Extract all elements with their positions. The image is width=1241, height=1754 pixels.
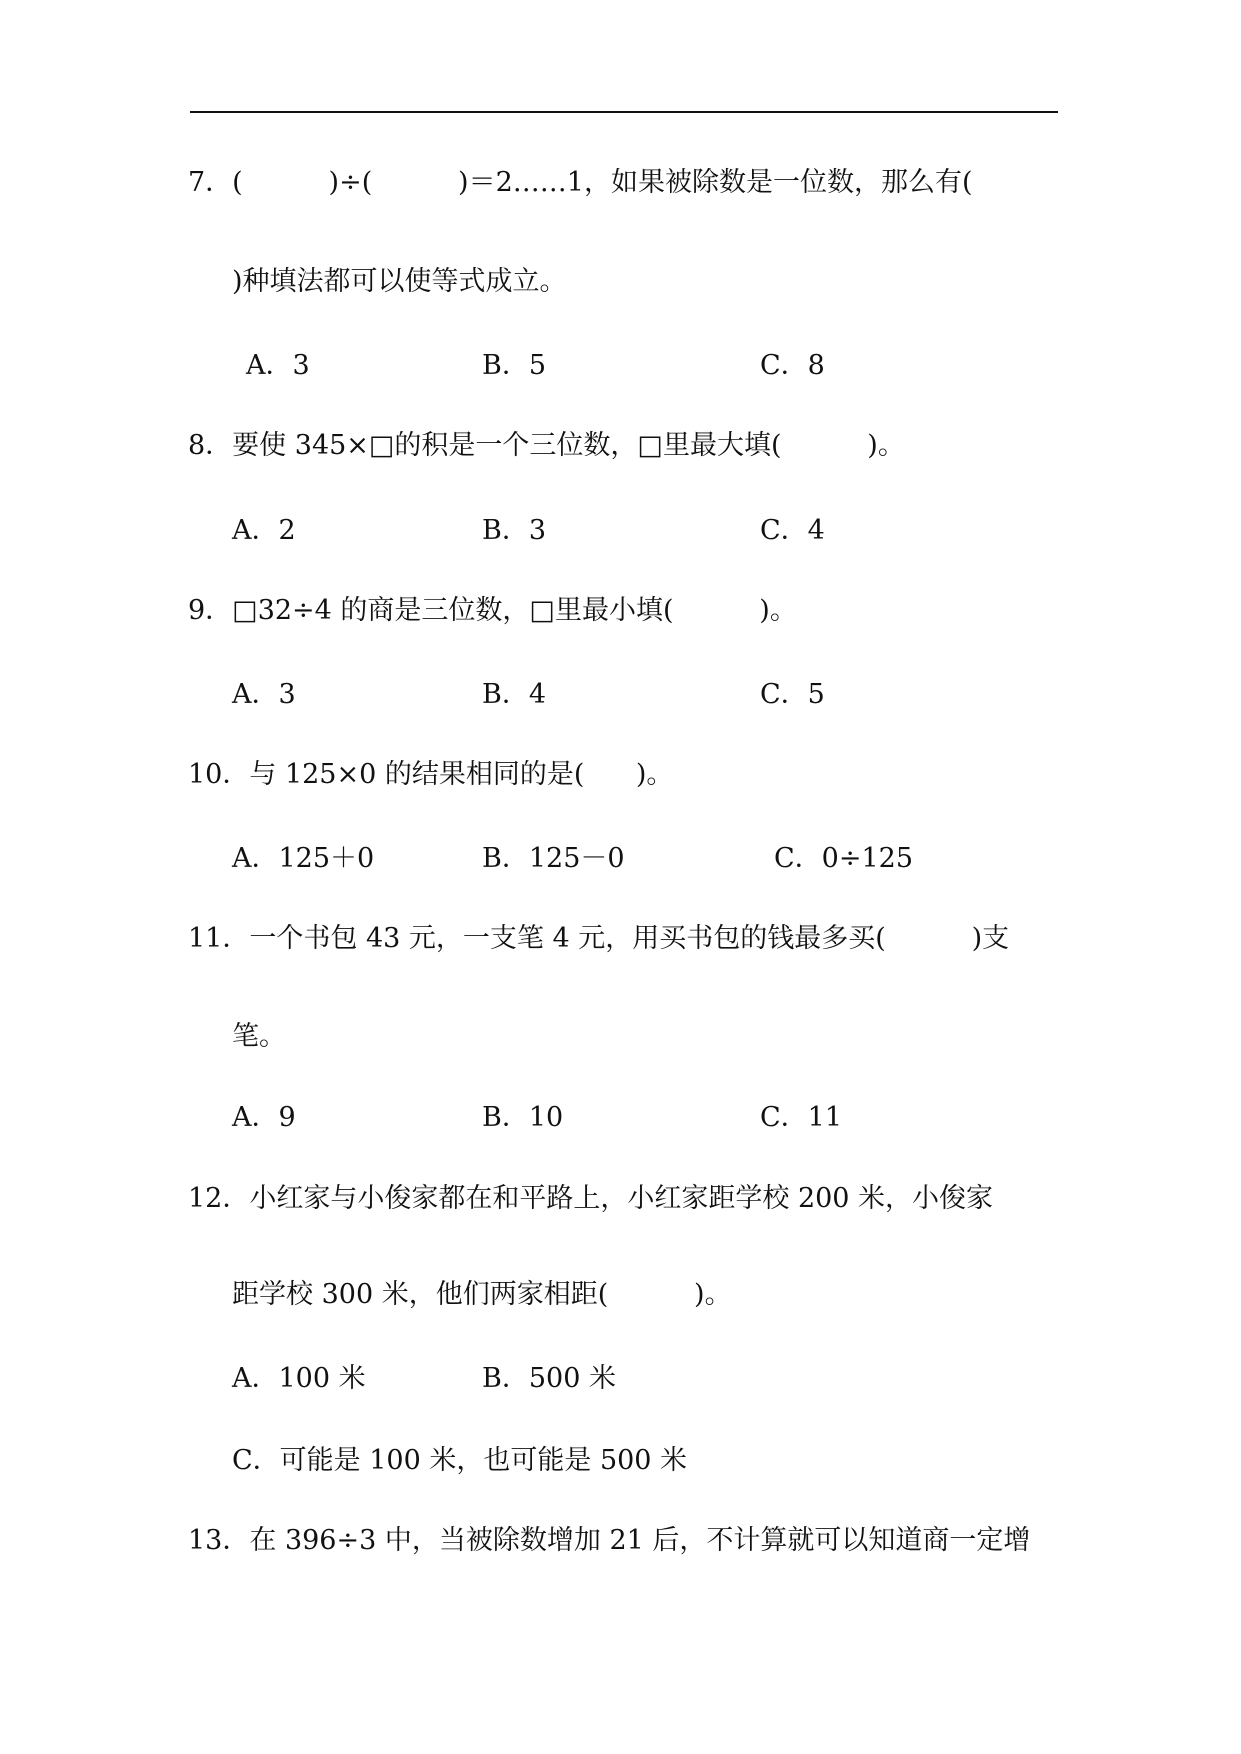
question-11-text-cont: 笔。 xyxy=(232,1021,286,1052)
question-11-option-b[interactable]: B．10 xyxy=(482,1102,564,1133)
question-8-option-c[interactable]: C．4 xyxy=(760,515,825,546)
question-11-option-c[interactable]: C．11 xyxy=(760,1102,843,1133)
question-12-option-a[interactable]: A．100 米 xyxy=(232,1363,366,1394)
question-9-option-b[interactable]: B．4 xyxy=(482,679,547,710)
question-10-option-a[interactable]: A．125＋0 xyxy=(232,843,375,874)
question-10-text: 10．与 125×0 的结果相同的是( )。 xyxy=(188,759,674,790)
header-rule xyxy=(190,111,1058,113)
question-9-option-a[interactable]: A．3 xyxy=(232,679,296,710)
question-7-option-c[interactable]: C．8 xyxy=(760,350,825,381)
question-12-option-c[interactable]: C．可能是 100 米，也可能是 500 米 xyxy=(232,1445,688,1476)
question-8-option-a[interactable]: A．2 xyxy=(232,515,296,546)
question-9-option-c[interactable]: C．5 xyxy=(760,679,825,710)
question-12-option-b[interactable]: B．500 米 xyxy=(482,1363,616,1394)
question-8-text: 8．要使 345×□的积是一个三位数，□里最大填( )。 xyxy=(188,430,905,461)
question-11-text: 11．一个书包 43 元，一支笔 4 元，用买书包的钱最多买( )支 xyxy=(188,923,1010,954)
question-10-option-c[interactable]: C．0÷125 xyxy=(774,843,913,874)
question-11-option-a[interactable]: A．9 xyxy=(232,1102,296,1133)
question-12-text: 12．小红家与小俊家都在和平路上，小红家距学校 200 米，小俊家 xyxy=(188,1183,994,1214)
question-8-option-b[interactable]: B．3 xyxy=(482,515,547,546)
question-7-option-b[interactable]: B．5 xyxy=(482,350,547,381)
question-7-text-cont: )种填法都可以使等式成立。 xyxy=(232,266,567,297)
question-9-text: 9．□32÷4 的商是三位数，□里最小填( )。 xyxy=(188,595,797,626)
question-7-option-a[interactable]: A．3 xyxy=(246,350,310,381)
question-10-option-b[interactable]: B．125－0 xyxy=(482,843,625,874)
question-7-text: 7．( )÷( )＝2……1，如果被除数是一位数，那么有( xyxy=(188,167,973,198)
question-12-text-cont: 距学校 300 米，他们两家相距( )。 xyxy=(232,1279,732,1310)
question-13-text: 13．在 396÷3 中，当被除数增加 21 后，不计算就可以知道商一定增 xyxy=(188,1525,1031,1556)
